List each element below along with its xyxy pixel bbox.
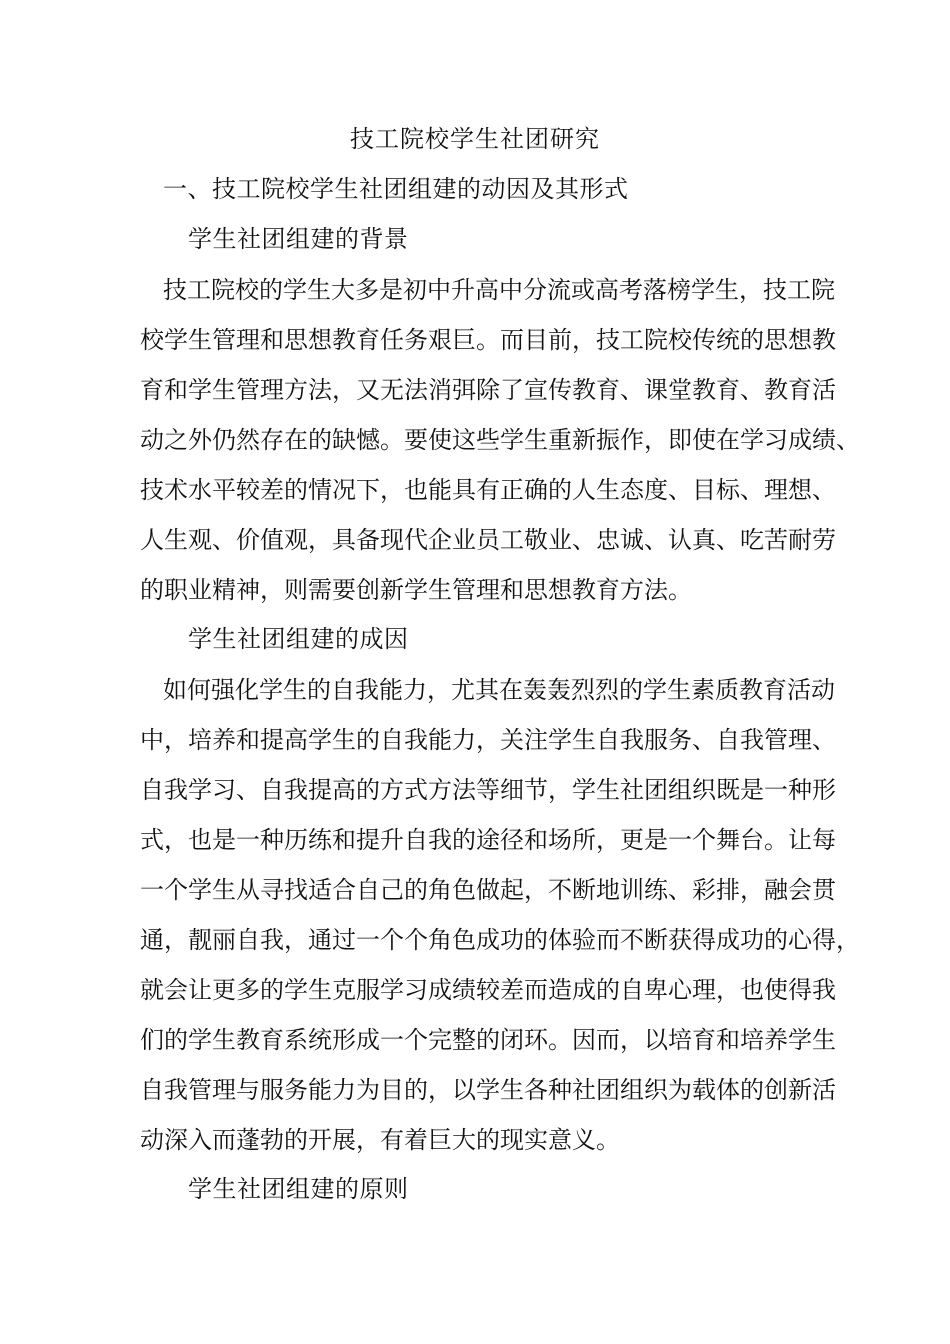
text-line: 人生观、价值观，具备现代企业员工敬业、忠诚、认真、吃苦耐劳 <box>140 526 836 554</box>
text-line: 中，培养和提高学生的自我能力，关注学生自我服务、自我管理、 <box>140 726 836 754</box>
text-line: 育和学生管理方法，又无法消弭除了宣传教育、课堂教育、教育活 <box>140 376 836 404</box>
text-line: 通，靓丽自我，通过一个个角色成功的体验而不断获得成功的心得， <box>140 926 860 954</box>
text-line: 的职业精神，则需要创新学生管理和思想教育方法。 <box>140 576 692 604</box>
text-line: 就会让更多的学生克服学习成绩较差而造成的自卑心理，也使得我 <box>140 976 836 1004</box>
text-line: 动之外仍然存在的缺憾。要使这些学生重新振作，即使在学习成绩、 <box>140 426 860 454</box>
subsection-heading-causes: 学生社团组建的成因 <box>188 625 409 653</box>
section-heading: 一、技工院校学生社团组建的动因及其形式 <box>163 175 629 203</box>
text-line: 自我管理与服务能力为目的，以学生各种社团组织为载体的创新活 <box>140 1076 836 1104</box>
text-line: 如何强化学生的自我能力，尤其在轰轰烈烈的学生素质教育活动 <box>163 676 835 704</box>
text-line: 们的学生教育系统形成一个完整的闭环。因而，以培育和培养学生 <box>140 1026 836 1054</box>
document-title: 技工院校学生社团研究 <box>350 125 600 153</box>
subsection-heading-principles: 学生社团组建的原则 <box>188 1175 409 1203</box>
text-line: 技术水平较差的情况下，也能具有正确的人生态度、目标、理想、 <box>140 476 836 504</box>
text-line: 校学生管理和思想教育任务艰巨。而目前，技工院校传统的思想教 <box>140 326 836 354</box>
paragraph-background <box>140 265 860 615</box>
subsection-heading-background: 学生社团组建的背景 <box>188 225 409 253</box>
text-line: 技工院校的学生大多是初中升高中分流或高考落榜学生，技工院 <box>163 276 835 304</box>
text-line: 动深入而蓬勃的开展，有着巨大的现实意义。 <box>140 1126 620 1154</box>
paragraph-causes <box>140 665 860 1165</box>
text-line: 自我学习、自我提高的方式方法等细节，学生社团组织既是一种形 <box>140 776 836 804</box>
text-line: 式，也是一种历练和提升自我的途径和场所，更是一个舞台。让每 <box>140 826 836 854</box>
text-line: 一个学生从寻找适合自己的角色做起，不断地训练、彩排，融会贯 <box>140 876 836 904</box>
